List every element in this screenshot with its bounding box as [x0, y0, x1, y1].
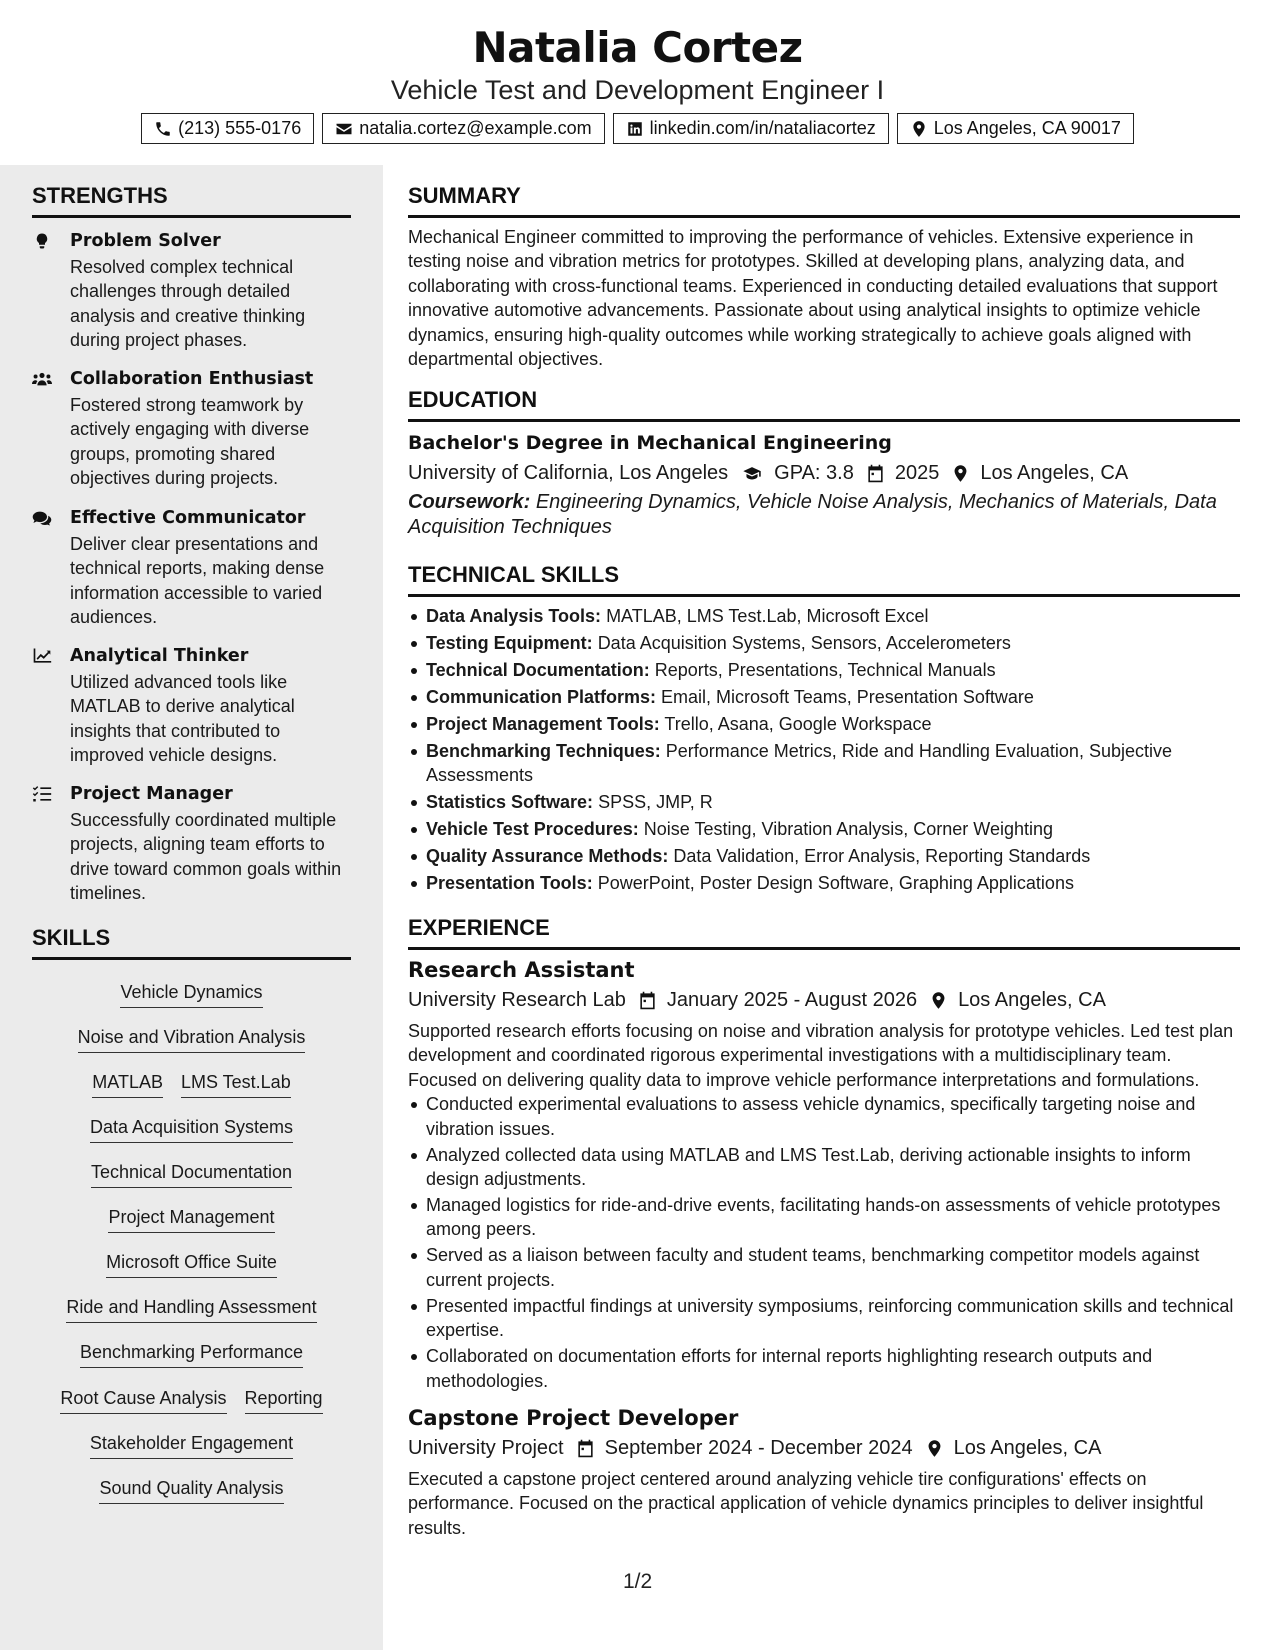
strength-title: Effective Communicator [70, 508, 306, 528]
skill-value: Data Acquisition Systems, Sensors, Accelerometers [597, 632, 1011, 653]
coursework-label: Coursework: [408, 491, 531, 513]
job-org: University Research Lab [408, 989, 626, 1011]
list-item [408, 739, 1240, 788]
skill-chip: Vehicle Dynamics [120, 980, 262, 1008]
education-location: Los Angeles, CA [980, 462, 1129, 484]
strengths-section [32, 183, 351, 218]
job-org: University Project [408, 1437, 564, 1460]
skill-label: Presentation Tools: [426, 872, 593, 893]
skill-chip: Microsoft Office Suite [106, 1250, 277, 1278]
list-item [408, 631, 1240, 655]
list-item [408, 871, 1240, 895]
skill-chip: LMS Test.Lab [181, 1070, 291, 1098]
skill-chip: Reporting [245, 1386, 323, 1414]
list-item: Collaborated on documentation efforts for internal reports highlighting research outputs and methodologies. [408, 1344, 1240, 1393]
skill-value: Email, Microsoft Teams, Presentation Software [661, 686, 1034, 707]
coursework-list: Engineering Dynamics, Vehicle Noise Analysis, Mechanics of Materials, Data Acquisition Techniques [408, 491, 1217, 538]
strength-title: Collaboration Enthusiast [70, 369, 314, 389]
job-location: Los Angeles, CA [958, 989, 1106, 1011]
strength-desc: Fostered strong teamwork by actively engaging with diverse groups, promoting shared objectives during projects. [70, 395, 310, 489]
skill-row [32, 1431, 351, 1459]
experience-heading: EXPERIENCE [408, 915, 1240, 950]
skill-row [32, 1250, 351, 1278]
skill-row [32, 980, 351, 1008]
skill-row [32, 1476, 351, 1504]
resume-header [0, 0, 1275, 165]
school-name: University of California, Los Angeles [408, 462, 729, 484]
experience-section [408, 915, 1240, 1540]
envelope-icon [335, 120, 353, 138]
skill-row [32, 1386, 351, 1414]
graduation-year: 2025 [894, 462, 940, 484]
job-summary: Executed a capstone project centered around analyzing vehicle tire configurations' effects on performance. Focused on the practical application of vehicle dynamics principles to deliver insightful results. [408, 1469, 1204, 1538]
map-pin-icon [929, 991, 948, 1010]
phone-icon [154, 120, 172, 138]
job-entry [408, 1404, 1240, 1540]
users-icon [32, 370, 54, 388]
map-pin-icon [951, 464, 970, 483]
list-item: Analyzed collected data using MATLAB and LMS Test.Lab, deriving actionable insights to inform design adjustments. [408, 1143, 1240, 1192]
education-section [408, 387, 1240, 540]
job-dates: January 2025 - August 2026 [666, 989, 918, 1011]
job-entry [408, 956, 1240, 1393]
education-meta [408, 459, 1240, 487]
calendar-icon [866, 464, 885, 483]
skill-chip: Root Cause Analysis [60, 1386, 226, 1414]
skill-row [32, 1115, 351, 1143]
coursework [408, 490, 1240, 540]
candidate-title: Vehicle Test and Development Engineer I [390, 75, 885, 105]
skill-value: PowerPoint, Poster Design Software, Graphing Applications [597, 872, 1074, 893]
skill-chip: MATLAB [92, 1070, 163, 1098]
skill-row [32, 1070, 351, 1098]
email-text: natalia.cortez@example.com [359, 118, 592, 138]
technical-skills-list [408, 604, 1240, 895]
list-item: Conducted experimental evaluations to assess vehicle dynamics, specifically targeting noise and vibration issues. [408, 1092, 1240, 1141]
skill-row [32, 1295, 351, 1323]
chart-line-icon [32, 647, 54, 665]
skill-chip: Data Acquisition Systems [90, 1115, 293, 1143]
skills-heading: SKILLS [32, 925, 351, 960]
skill-label: Technical Documentation: [426, 659, 650, 680]
job-meta [408, 1434, 1240, 1462]
sidebar [0, 165, 383, 1650]
skill-value: Performance Metrics, Ride and Handling Evaluation, Subjective Assessments [426, 740, 1172, 785]
skill-label: Benchmarking Techniques: [426, 740, 661, 761]
skill-value: Noise Testing, Vibration Analysis, Corner Weighting [643, 818, 1053, 839]
skill-value: SPSS, JMP, R [598, 791, 713, 812]
skill-label: Project Management Tools: [426, 713, 660, 734]
location-text: Los Angeles, CA 90017 [933, 118, 1121, 138]
skill-value: Trello, Asana, Google Workspace [664, 713, 932, 734]
skill-row [32, 1025, 351, 1053]
contact-location [897, 113, 1134, 144]
strength-title: Problem Solver [70, 231, 221, 251]
gpa-text: GPA: 3.8 [774, 462, 854, 484]
skill-chip: Sound Quality Analysis [99, 1476, 283, 1504]
degree-title: Bachelor's Degree in Mechanical Engineering [408, 432, 892, 454]
skill-value: Data Validation, Error Analysis, Reporting Standards [673, 845, 1091, 866]
skill-chip: Stakeholder Engagement [90, 1431, 293, 1459]
job-bullets [408, 1092, 1240, 1393]
strength-desc: Utilized advanced tools like MATLAB to derive analytical insights that contributed to improved vehicle designs. [70, 672, 295, 766]
skill-chip: Benchmarking Performance [80, 1340, 303, 1368]
lightbulb-icon [32, 232, 54, 250]
skill-label: Testing Equipment: [426, 632, 593, 653]
strengths-heading: STRENGTHS [32, 183, 351, 218]
skill-value: MATLAB, LMS Test.Lab, Microsoft Excel [606, 606, 929, 626]
job-dates: September 2024 - December 2024 [604, 1437, 913, 1460]
strength-title: Analytical Thinker [70, 646, 249, 666]
skill-row [32, 1205, 351, 1233]
map-pin-icon [925, 1439, 944, 1458]
strength-desc: Successfully coordinated multiple projects, aligning team efforts to drive toward common goals within timelines. [70, 810, 342, 904]
page-number: 1/2 [623, 1570, 653, 1593]
skill-label: Statistics Software: [426, 791, 594, 812]
skill-row [32, 1160, 351, 1188]
list-item [408, 817, 1240, 841]
list-item [408, 685, 1240, 709]
list-item: Presented impactful findings at university symposiums, reinforcing communication skills and technical expertise. [408, 1294, 1240, 1343]
calendar-icon [576, 1439, 595, 1458]
list-check-icon [32, 785, 54, 803]
job-meta [408, 986, 1240, 1014]
skill-label: Data Analysis Tools: [426, 606, 602, 626]
summary-text: Mechanical Engineer committed to improving the performance of vehicles. Extensive experience in testing noise and vibration metrics for prototypes. Skilled at developing plans, analyzing data, and collaborating with cross-functional teams. Experienced in conducting detailed evaluations that support innovative automotive advancements. Passionate about using analytical insights to optimize vehicle dynamics, ensuring high-quality outcomes while working strategically to achieve goals aligned with departmental objectives. [408, 227, 1218, 370]
contact-email[interactable] [322, 113, 604, 144]
list-item [408, 712, 1240, 736]
strength-desc: Resolved complex technical challenges through detailed analysis and creative thinking during project phases. [70, 257, 306, 351]
skill-chip: Technical Documentation [91, 1160, 292, 1188]
phone-text: (213) 555-0176 [178, 118, 302, 138]
skill-value: Reports, Presentations, Technical Manuals [654, 659, 996, 680]
list-item: Served as a liaison between faculty and student teams, benchmarking competitor models against current projects. [408, 1243, 1240, 1292]
candidate-name: Natalia Cortez [472, 23, 803, 72]
skill-label: Vehicle Test Procedures: [426, 818, 639, 839]
graduation-cap-icon [740, 464, 764, 483]
skill-label: Quality Assurance Methods: [426, 845, 669, 866]
list-item [408, 790, 1240, 814]
list-item [408, 844, 1240, 868]
map-pin-icon [910, 120, 928, 138]
contact-phone[interactable] [141, 113, 314, 144]
list-item: Managed logistics for ride-and-drive events, facilitating hands-on assessments of vehicle prototypes among peers. [408, 1193, 1240, 1242]
list-item [408, 604, 1240, 628]
summary-heading: SUMMARY [408, 183, 1240, 218]
linkedin-text: linkedin.com/in/nataliacortez [649, 118, 876, 138]
job-location: Los Angeles, CA [953, 1437, 1102, 1460]
linkedin-icon [626, 120, 644, 138]
strength-title: Project Manager [70, 784, 233, 804]
skills-section [32, 925, 351, 960]
contact-linkedin[interactable] [613, 113, 889, 144]
job-summary: Supported research efforts focusing on noise and vibration analysis for prototype vehicles. Led test plan development and coordinated rigorous experimental investigations with a multidisciplinary team. Focused on delivering quality data to improve vehicle performance interpretations and formulations. [408, 1021, 1234, 1090]
education-heading: EDUCATION [408, 387, 1240, 422]
job-title: Capstone Project Developer [408, 1406, 739, 1431]
job-title: Research Assistant [408, 958, 635, 982]
calendar-icon [638, 991, 657, 1010]
skill-row [32, 1340, 351, 1368]
summary-section [408, 183, 1240, 371]
contact-bar [0, 113, 1275, 144]
strength-desc: Deliver clear presentations and technical reports, making dense information accessible to varied audiences. [70, 534, 325, 628]
technical-skills-section [408, 562, 1240, 897]
skill-chip: Project Management [108, 1205, 274, 1233]
skill-chip: Noise and Vibration Analysis [78, 1025, 306, 1053]
skill-label: Communication Platforms: [426, 686, 657, 707]
technical-skills-heading: TECHNICAL SKILLS [408, 562, 1240, 597]
skill-chip: Ride and Handling Assessment [66, 1295, 316, 1323]
comments-icon [32, 509, 54, 527]
list-item [408, 658, 1240, 682]
